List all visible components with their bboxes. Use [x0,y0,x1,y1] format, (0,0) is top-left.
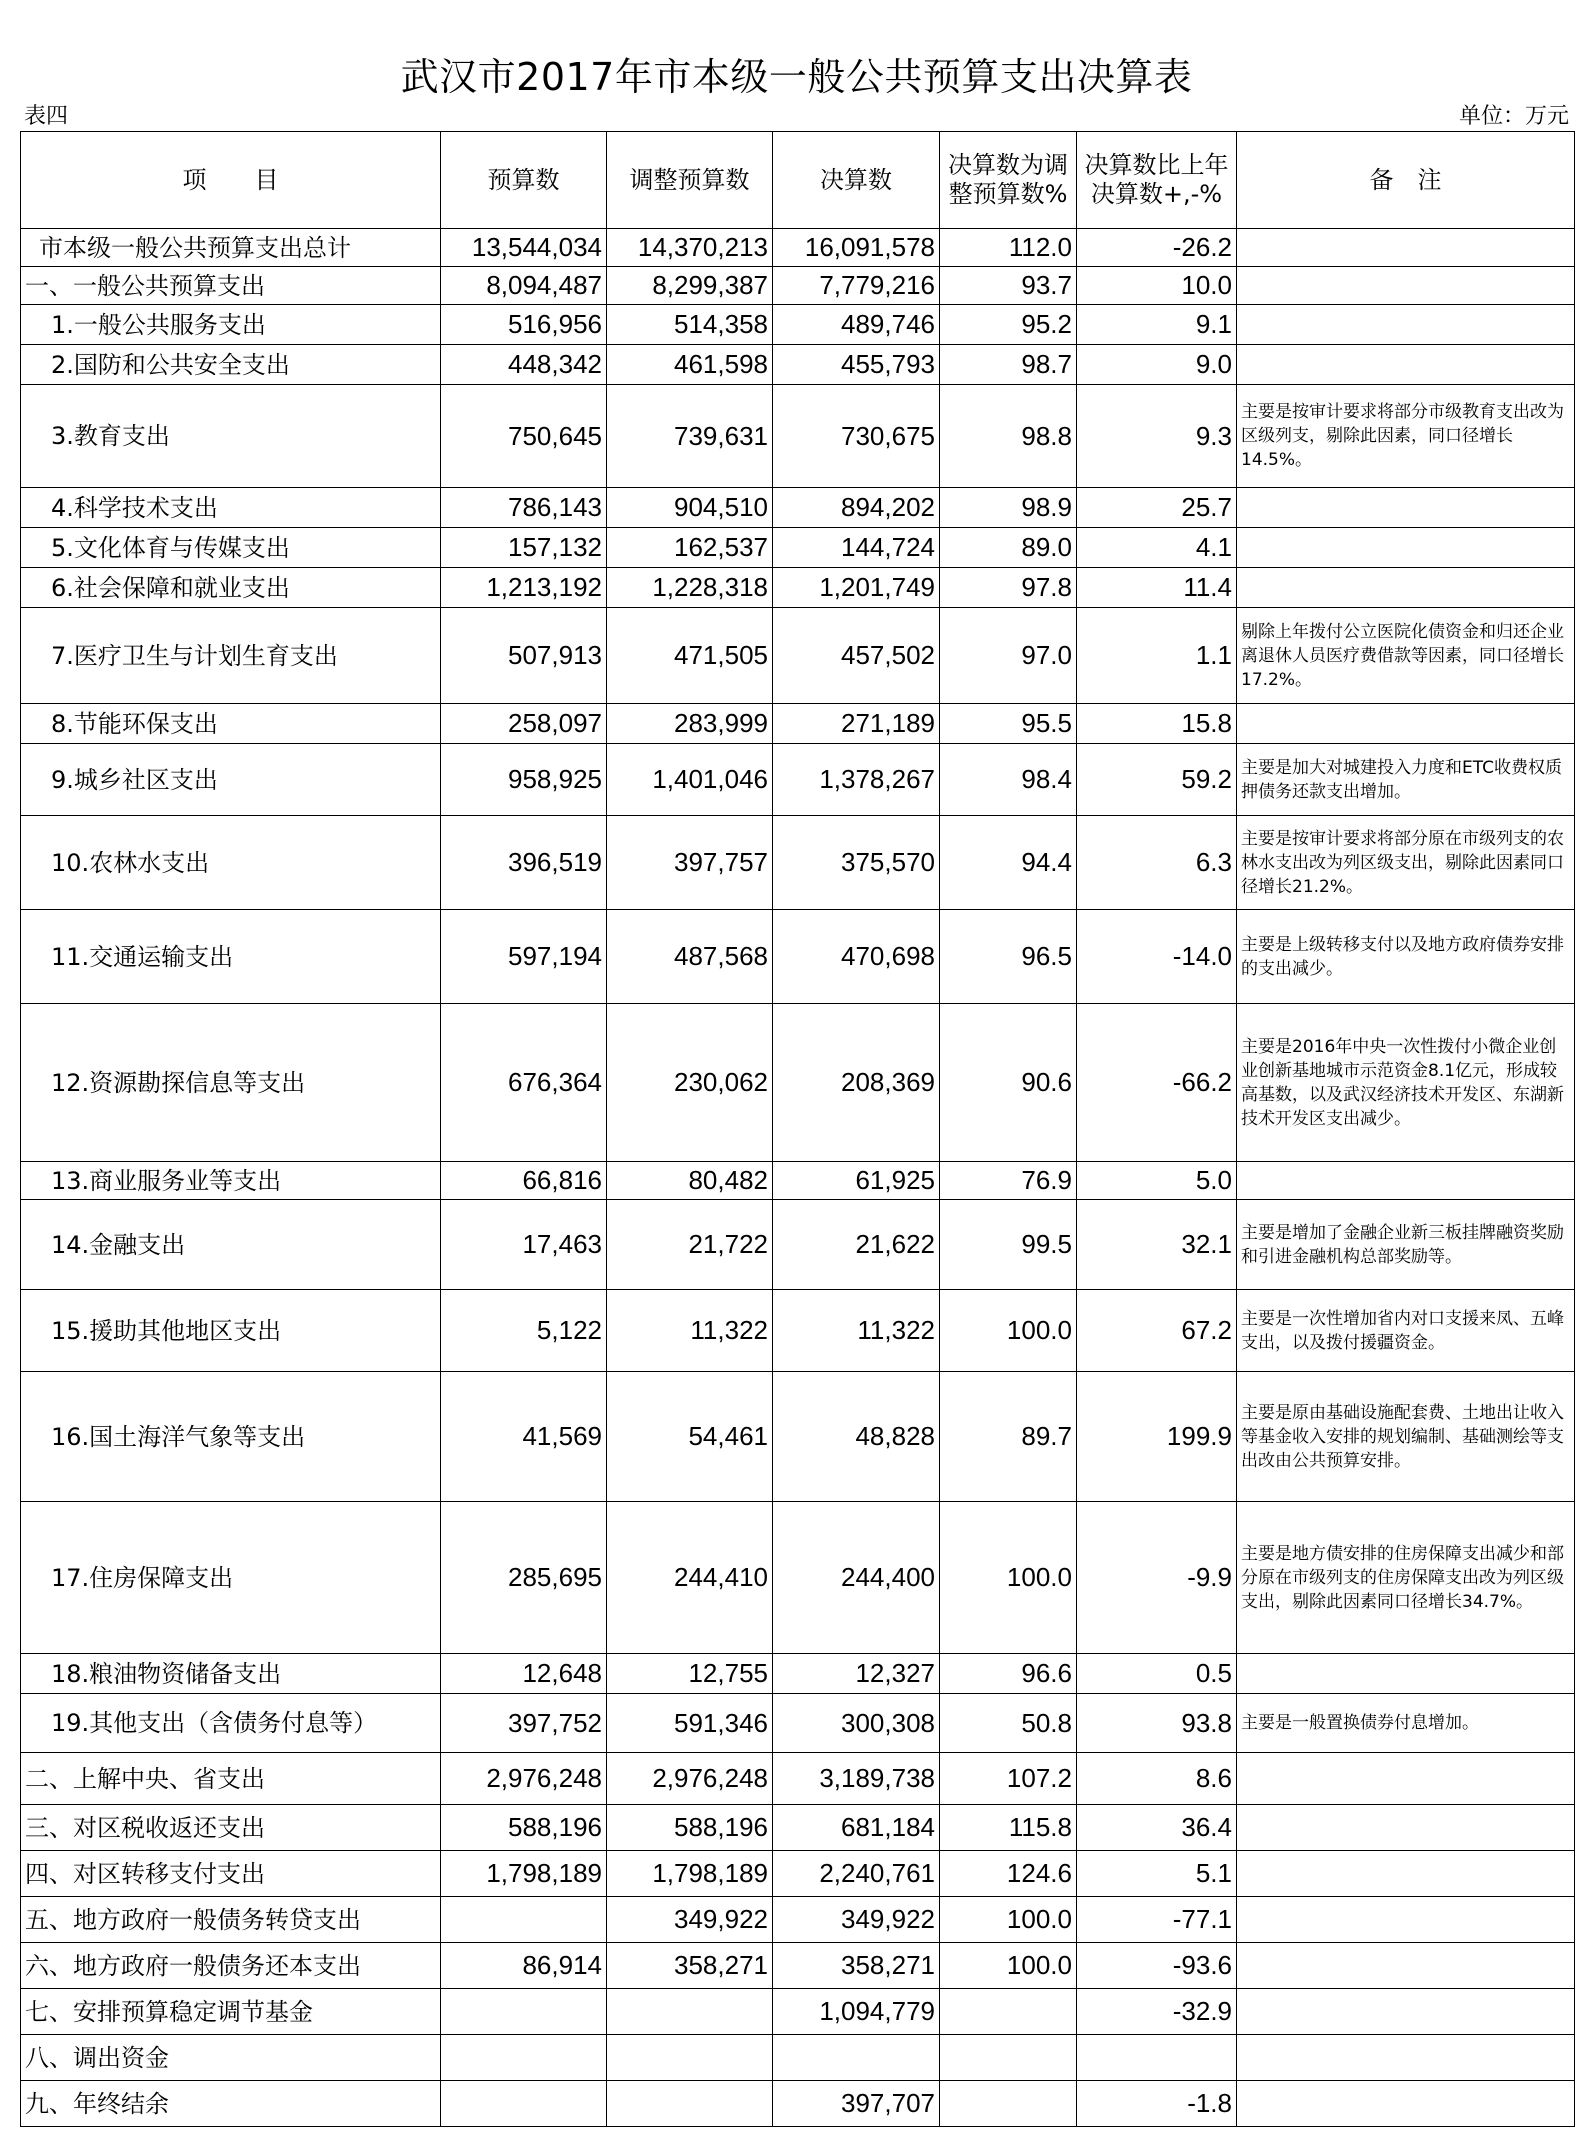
row-adjusted-value: 461,598 [607,345,773,385]
table-row [21,345,1575,385]
row-adjusted-value: 80,482 [607,1162,773,1200]
row-final-value: 3,189,738 [773,1753,940,1805]
row-budget-value: 1,213,192 [441,568,607,608]
row-remarks [1237,345,1575,385]
row-yoy-value: 93.8 [1077,1694,1237,1753]
row-budget-value: 66,816 [441,1162,607,1200]
row-adjusted-value: 397,757 [607,816,773,910]
row-item-name: 4.科学技术支出 [21,488,441,528]
table-row [21,1694,1575,1753]
row-budget-value [441,2035,607,2081]
row-remarks: 主要是加大对城建投入力度和ETC收费权质押债务还款支出增加。 [1237,744,1575,816]
row-item-name: 6.社会保障和就业支出 [21,568,441,608]
row-final-value: 349,922 [773,1897,940,1943]
row-item-name: 16.国土海洋气象等支出 [21,1372,441,1502]
row-final-value: 16,091,578 [773,229,940,267]
row-yoy-value: -77.1 [1077,1897,1237,1943]
row-remarks [1237,568,1575,608]
row-final-value: 271,189 [773,704,940,744]
row-budget-value: 958,925 [441,744,607,816]
row-adjusted-value: 283,999 [607,704,773,744]
row-remarks [1237,1805,1575,1851]
row-final-value: 489,746 [773,305,940,345]
row-pct-value: 97.0 [940,608,1077,704]
row-item-name: 三、对区税收返还支出 [21,1805,441,1851]
row-pct-value: 98.4 [940,744,1077,816]
row-item-name: 九、年终结余 [21,2081,441,2127]
row-pct-value [940,2081,1077,2127]
budget-table [20,131,1575,2127]
row-yoy-value: 15.8 [1077,704,1237,744]
row-adjusted-value: 12,755 [607,1654,773,1694]
row-budget-value: 8,094,487 [441,267,607,305]
row-budget-value: 597,194 [441,910,607,1004]
row-item-name: 一、一般公共预算支出 [21,267,441,305]
row-item-name: 15.援助其他地区支出 [21,1290,441,1372]
row-adjusted-value: 588,196 [607,1805,773,1851]
row-remarks [1237,1989,1575,2035]
row-budget-value: 1,798,189 [441,1851,607,1897]
row-budget-value: 676,364 [441,1004,607,1162]
row-adjusted-value: 514,358 [607,305,773,345]
header-remarks: 备 注 [1237,132,1575,229]
row-remarks [1237,2035,1575,2081]
row-item-name: 17.住房保障支出 [21,1502,441,1654]
row-item-name: 7.医疗卫生与计划生育支出 [21,608,441,704]
row-remarks: 主要是地方债安排的住房保障支出减少和部分原在市级列支的住房保障支出改为列区级支出，剔除此因素同口径增长34.7%。 [1237,1502,1575,1654]
row-remarks: 主要是一般置换债券付息增加。 [1237,1694,1575,1753]
table-row [21,1805,1575,1851]
row-final-value: 1,094,779 [773,1989,940,2035]
row-yoy-value: -66.2 [1077,1004,1237,1162]
row-remarks: 主要是一次性增加省内对口支援来凤、五峰支出，以及拨付援疆资金。 [1237,1290,1575,1372]
table-row [21,1943,1575,1989]
row-final-value: 470,698 [773,910,940,1004]
row-final-value: 144,724 [773,528,940,568]
row-adjusted-value: 8,299,387 [607,267,773,305]
row-adjusted-value: 11,322 [607,1290,773,1372]
row-yoy-value [1077,2035,1237,2081]
row-adjusted-value: 21,722 [607,1200,773,1290]
row-final-value: 208,369 [773,1004,940,1162]
row-final-value: 455,793 [773,345,940,385]
table-row [21,1654,1575,1694]
row-pct-value: 93.7 [940,267,1077,305]
row-budget-value: 17,463 [441,1200,607,1290]
row-budget-value: 12,648 [441,1654,607,1694]
table-row [21,1989,1575,2035]
header-final: 决算数 [773,132,940,229]
row-item-name: 四、对区转移支付支出 [21,1851,441,1897]
row-remarks [1237,488,1575,528]
table-row [21,1502,1575,1654]
row-pct-value: 124.6 [940,1851,1077,1897]
table-body [21,229,1575,2127]
row-yoy-value: 25.7 [1077,488,1237,528]
row-remarks [1237,1162,1575,1200]
row-budget-value [441,1989,607,2035]
row-final-value: 397,707 [773,2081,940,2127]
row-final-value [773,2035,940,2081]
row-remarks [1237,305,1575,345]
row-item-name: 14.金融支出 [21,1200,441,1290]
row-final-value: 300,308 [773,1694,940,1753]
row-budget-value: 5,122 [441,1290,607,1372]
table-row [21,1162,1575,1200]
row-yoy-value: -32.9 [1077,1989,1237,2035]
row-adjusted-value: 2,976,248 [607,1753,773,1805]
row-final-value: 358,271 [773,1943,940,1989]
row-pct-value: 98.8 [940,385,1077,488]
row-final-value: 457,502 [773,608,940,704]
row-yoy-value: 67.2 [1077,1290,1237,1372]
row-budget-value: 397,752 [441,1694,607,1753]
row-yoy-value: -9.9 [1077,1502,1237,1654]
table-row [21,2035,1575,2081]
row-yoy-value: -1.8 [1077,2081,1237,2127]
row-final-value: 375,570 [773,816,940,910]
row-item-name: 1.一般公共服务支出 [21,305,441,345]
header-pct-of-adjusted: 决算数为调整预算数% [940,132,1077,229]
row-adjusted-value [607,2081,773,2127]
row-item-name: 2.国防和公共安全支出 [21,345,441,385]
row-pct-value: 96.5 [940,910,1077,1004]
table-row [21,1753,1575,1805]
row-item-name: 七、安排预算稳定调节基金 [21,1989,441,2035]
row-pct-value: 95.5 [940,704,1077,744]
row-budget-value: 588,196 [441,1805,607,1851]
row-budget-value: 13,544,034 [441,229,607,267]
row-item-name: 5.文化体育与传媒支出 [21,528,441,568]
row-yoy-value: 59.2 [1077,744,1237,816]
row-pct-value: 100.0 [940,1943,1077,1989]
table-row [21,568,1575,608]
row-yoy-value: 32.1 [1077,1200,1237,1290]
row-budget-value: 86,914 [441,1943,607,1989]
row-remarks [1237,528,1575,568]
table-row [21,910,1575,1004]
row-pct-value: 107.2 [940,1753,1077,1805]
row-budget-value: 786,143 [441,488,607,528]
row-adjusted-value: 1,798,189 [607,1851,773,1897]
row-item-name: 10.农林水支出 [21,816,441,910]
row-pct-value: 97.8 [940,568,1077,608]
row-budget-value: 41,569 [441,1372,607,1502]
row-remarks [1237,1654,1575,1694]
row-yoy-value: 36.4 [1077,1805,1237,1851]
row-adjusted-value: 162,537 [607,528,773,568]
row-item-name: 8.节能环保支出 [21,704,441,744]
row-remarks: 主要是增加了金融企业新三板挂牌融资奖励和引进金融机构总部奖励等。 [1237,1200,1575,1290]
table-row [21,1851,1575,1897]
row-adjusted-value: 487,568 [607,910,773,1004]
row-budget-value: 507,913 [441,608,607,704]
header-budget: 预算数 [441,132,607,229]
table-row [21,229,1575,267]
row-remarks [1237,704,1575,744]
row-pct-value: 76.9 [940,1162,1077,1200]
row-final-value: 2,240,761 [773,1851,940,1897]
row-adjusted-value: 1,401,046 [607,744,773,816]
row-budget-value: 258,097 [441,704,607,744]
row-item-name: 八、调出资金 [21,2035,441,2081]
row-yoy-value: 4.1 [1077,528,1237,568]
table-row [21,1004,1575,1162]
row-pct-value: 115.8 [940,1805,1077,1851]
table-row [21,488,1575,528]
row-budget-value: 448,342 [441,345,607,385]
row-yoy-value: 9.3 [1077,385,1237,488]
row-item-name: 五、地方政府一般债务转贷支出 [21,1897,441,1943]
row-budget-value: 157,132 [441,528,607,568]
table-row [21,2081,1575,2127]
header-item: 项 目 [21,132,441,229]
row-yoy-value: 0.5 [1077,1654,1237,1694]
row-yoy-value: 8.6 [1077,1753,1237,1805]
row-final-value: 21,622 [773,1200,940,1290]
row-final-value: 48,828 [773,1372,940,1502]
row-item-name: 12.资源勘探信息等支出 [21,1004,441,1162]
row-pct-value: 95.2 [940,305,1077,345]
row-final-value: 730,675 [773,385,940,488]
row-pct-value: 98.7 [940,345,1077,385]
row-adjusted-value: 471,505 [607,608,773,704]
row-pct-value: 89.7 [940,1372,1077,1502]
table-row [21,744,1575,816]
row-remarks: 主要是原由基础设施配套费、土地出让收入等基金收入安排的规划编制、基础测绘等支出改由公共预算安排。 [1237,1372,1575,1502]
row-pct-value: 50.8 [940,1694,1077,1753]
row-yoy-value: -14.0 [1077,910,1237,1004]
row-pct-value: 100.0 [940,1897,1077,1943]
row-adjusted-value: 14,370,213 [607,229,773,267]
row-remarks: 剔除上年拨付公立医院化债资金和归还企业离退休人员医疗费借款等因素，同口径增长17.2%。 [1237,608,1575,704]
row-remarks [1237,1943,1575,1989]
row-final-value: 681,184 [773,1805,940,1851]
row-yoy-value: -93.6 [1077,1943,1237,1989]
row-item-name: 二、上解中央、省支出 [21,1753,441,1805]
table-row [21,528,1575,568]
table-row [21,267,1575,305]
row-adjusted-value: 739,631 [607,385,773,488]
row-pct-value: 112.0 [940,229,1077,267]
row-pct-value: 89.0 [940,528,1077,568]
row-final-value: 61,925 [773,1162,940,1200]
row-budget-value: 285,695 [441,1502,607,1654]
table-row [21,608,1575,704]
row-pct-value: 100.0 [940,1502,1077,1654]
row-final-value: 12,327 [773,1654,940,1694]
row-pct-value: 100.0 [940,1290,1077,1372]
row-pct-value: 90.6 [940,1004,1077,1162]
row-remarks [1237,2081,1575,2127]
table-row [21,1372,1575,1502]
table-number: 表四 [24,104,69,129]
row-adjusted-value: 358,271 [607,1943,773,1989]
row-yoy-value: -26.2 [1077,229,1237,267]
row-adjusted-value: 1,228,318 [607,568,773,608]
row-adjusted-value [607,2035,773,2081]
row-budget-value [441,2081,607,2127]
row-remarks: 主要是按审计要求将部分原在市级列支的农林水支出改为列区级支出，剔除此因素同口径增长21.2%。 [1237,816,1575,910]
table-row [21,704,1575,744]
row-remarks [1237,1753,1575,1805]
table-row [21,1290,1575,1372]
table-row [21,816,1575,910]
row-final-value: 894,202 [773,488,940,528]
row-remarks: 主要是按审计要求将部分市级教育支出改为区级列支，剔除此因素，同口径增长14.5%。 [1237,385,1575,488]
row-item-name: 18.粮油物资储备支出 [21,1654,441,1694]
row-yoy-value: 10.0 [1077,267,1237,305]
row-item-name: 3.教育支出 [21,385,441,488]
row-pct-value: 96.6 [940,1654,1077,1694]
row-final-value: 7,779,216 [773,267,940,305]
row-item-name: 19.其他支出（含债务付息等） [21,1694,441,1753]
row-remarks: 主要是上级转移支付以及地方政府债券安排的支出减少。 [1237,910,1575,1004]
row-item-name: 六、地方政府一般债务还本支出 [21,1943,441,1989]
row-yoy-value: 9.1 [1077,305,1237,345]
row-yoy-value: 9.0 [1077,345,1237,385]
row-budget-value: 2,976,248 [441,1753,607,1805]
table-row [21,1200,1575,1290]
row-item-name: 13.商业服务业等支出 [21,1162,441,1200]
row-yoy-value: 199.9 [1077,1372,1237,1502]
row-budget-value: 396,519 [441,816,607,910]
row-remarks [1237,1851,1575,1897]
row-adjusted-value: 54,461 [607,1372,773,1502]
row-final-value: 244,400 [773,1502,940,1654]
row-yoy-value: 5.0 [1077,1162,1237,1200]
row-adjusted-value: 244,410 [607,1502,773,1654]
row-pct-value [940,1989,1077,2035]
row-final-value: 1,201,749 [773,568,940,608]
row-final-value: 11,322 [773,1290,940,1372]
row-budget-value [441,1897,607,1943]
row-budget-value: 750,645 [441,385,607,488]
table-row [21,1897,1575,1943]
row-yoy-value: 5.1 [1077,1851,1237,1897]
row-remarks [1237,229,1575,267]
row-yoy-value: 1.1 [1077,608,1237,704]
row-remarks [1237,1897,1575,1943]
row-adjusted-value: 349,922 [607,1897,773,1943]
row-adjusted-value: 591,346 [607,1694,773,1753]
row-yoy-value: 11.4 [1077,568,1237,608]
row-remarks: 主要是2016年中央一次性拨付小微企业创业创新基地城市示范资金8.1亿元，形成较高基数，以及武汉经济技术开发区、东湖新技术开发区支出减少。 [1237,1004,1575,1162]
row-remarks [1237,267,1575,305]
row-adjusted-value [607,1989,773,2035]
row-adjusted-value: 230,062 [607,1004,773,1162]
row-yoy-value: 6.3 [1077,816,1237,910]
row-pct-value: 98.9 [940,488,1077,528]
header-row [21,132,1575,229]
row-item-name: 11.交通运输支出 [21,910,441,1004]
row-final-value: 1,378,267 [773,744,940,816]
table-row [21,385,1575,488]
header-yoy: 决算数比上年决算数+,-% [1077,132,1237,229]
table-row [21,305,1575,345]
header-adjusted: 调整预算数 [607,132,773,229]
row-pct-value [940,2035,1077,2081]
unit-label: 单位：万元 [1458,104,1569,129]
row-budget-value: 516,956 [441,305,607,345]
row-adjusted-value: 904,510 [607,488,773,528]
row-pct-value: 99.5 [940,1200,1077,1290]
row-item-name: 市本级一般公共预算支出总计 [21,229,441,267]
row-item-name: 9.城乡社区支出 [21,744,441,816]
row-pct-value: 94.4 [940,816,1077,910]
page-title: 武汉市2017年市本级一般公共预算支出决算表 [400,55,1193,99]
